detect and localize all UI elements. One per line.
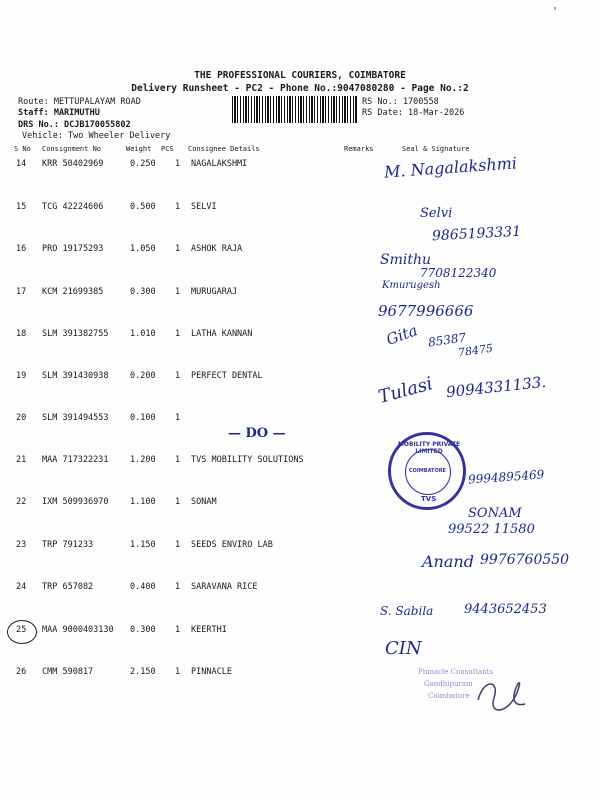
row-consignee: TVS MOBILITY SOLUTIONS [191, 455, 304, 465]
row-pcs: 1 [175, 582, 181, 592]
row-pcs: 1 [175, 497, 181, 507]
row-weight: 0.400 [130, 582, 156, 592]
row-pcs: 1 [175, 455, 181, 465]
row-pcs: 1 [175, 625, 181, 635]
row-consignment: MAA 717322231 [42, 455, 109, 465]
row-sno: 24 [16, 582, 27, 592]
ditto-mark-row-20: — DO — [228, 426, 286, 441]
row-consignee: SONAM [191, 497, 217, 507]
stamp-bottom-text: TVS [421, 495, 437, 503]
signature-anand: Anand [422, 552, 474, 571]
row-consignee: PINNACLE [191, 667, 232, 677]
stamp-center-text: COIMBATORE [409, 468, 446, 474]
row-pcs: 1 [175, 287, 181, 297]
row-consignee: ASHOK RAJA [191, 244, 243, 254]
row-consignee: KEERTHI [191, 625, 227, 635]
row-consignment: TRP 791233 [42, 540, 94, 550]
row-pcs: 1 [175, 667, 181, 677]
mark-cin: CIN [385, 638, 422, 659]
row-consignee: PERFECT DENTAL [191, 371, 263, 381]
signature-gita: Gita [383, 321, 420, 349]
pinnacle-stamp-line2: Gandhipuram [424, 680, 473, 688]
phone-anand: 9976760550 [480, 552, 570, 568]
row-sno: 21 [16, 455, 27, 465]
row-weight: 1.200 [130, 455, 156, 465]
row-pcs: 1 [175, 371, 181, 381]
col-sno: S No [14, 145, 31, 153]
staff-label: Staff: MARIMUTHU [18, 108, 100, 118]
row-weight: 0.200 [130, 371, 156, 381]
signature-sonam: SONAM [468, 506, 522, 521]
signature-kmurugesh: Kmurugesh [382, 280, 441, 291]
drs-label: DRS No.: DCJB170055802 [18, 120, 131, 130]
col-remarks: Remarks [344, 145, 374, 153]
row-sno: 14 [16, 159, 27, 169]
col-weight: Weight [126, 145, 152, 153]
signature-nagalakshmi: M. Nagalakshmi [383, 153, 518, 182]
phone-sabila: 9443652453 [464, 602, 547, 617]
row-weight: 1.100 [130, 497, 156, 507]
row-weight: 0.300 [130, 625, 156, 635]
row-consignment: KRR 50402969 [42, 159, 104, 169]
row-pcs: 1 [175, 540, 181, 550]
pinnacle-stamp-line3: Coimbatore [428, 692, 470, 700]
row-pcs: 1 [175, 329, 181, 339]
row-consignee: MURUGARAJ [191, 287, 238, 297]
pinnacle-stamp-line1: Pinnacle Consultants [418, 668, 493, 676]
row-pcs: 1 [175, 244, 181, 254]
row-sno: 15 [16, 202, 27, 212]
row-consignment: MAA 9000403130 [42, 625, 114, 635]
row-sno: 20 [16, 413, 27, 423]
col-consignee: Consignee Details [188, 145, 260, 153]
phone-tvs: 9994895469 [467, 467, 545, 487]
row-consignee: LATHA KANNAN [191, 329, 253, 339]
row-sno: 17 [16, 287, 27, 297]
row-weight: 0.250 [130, 159, 156, 169]
rs-number: RS No.: 1700558 [362, 97, 439, 107]
row-consignment: PRO 19175293 [42, 244, 104, 254]
signature-sabila: S. Sabila [380, 604, 434, 618]
number-gita-1: 85387 [427, 330, 467, 350]
row-consignment: SLM 391430938 [42, 371, 109, 381]
row-pcs: 1 [175, 413, 181, 423]
runsheet-title: Delivery Runsheet - PC2 - Phone No.:9047080280 - Page No.:2 [131, 83, 469, 94]
col-pcs: PCS [161, 145, 174, 153]
corner-mark: ' [552, 6, 559, 17]
signature-tulasi: Tulasi [376, 373, 435, 408]
row-weight: 0.100 [130, 413, 156, 423]
row-weight: 1.150 [130, 540, 156, 550]
row-consignee: SARAVANA RICE [191, 582, 258, 592]
signature-selvi: Selvi [420, 206, 453, 221]
signature-smithu: Smithu [380, 252, 432, 268]
row-consignment: SLM 391382755 [42, 329, 109, 339]
row-sno: 19 [16, 371, 27, 381]
phone-kmurugesh: 9677996666 [378, 302, 474, 320]
row-pcs: 1 [175, 202, 181, 212]
row-sno: 26 [16, 667, 27, 677]
row-consignee: NAGALAKSHMI [191, 159, 248, 169]
row-sno: 23 [16, 540, 27, 550]
barcode [232, 96, 358, 123]
row-consignment: TCG 42224606 [42, 202, 104, 212]
row-weight: 0.300 [130, 287, 156, 297]
vehicle-label: Vehicle: Two Wheeler Delivery [22, 131, 171, 141]
col-seal: Seal & Signature [402, 145, 470, 153]
pinnacle-signature-scribble [470, 670, 530, 720]
row-weight: 1.010 [130, 329, 156, 339]
phone-tulasi: 9094331133. [445, 372, 547, 402]
row-weight: 1.050 [130, 244, 156, 254]
row-consignment: CMM 590817 [42, 667, 94, 677]
row-consignment: KCM 21699385 [42, 287, 104, 297]
row-consignment: TRP 657082 [42, 582, 94, 592]
rs-date: RS Date: 18-Mar-2026 [362, 108, 465, 118]
row-sno: 18 [16, 329, 27, 339]
row-consignment: IXM 509936970 [42, 497, 109, 507]
route-label: Route: METTUPALAYAM ROAD [18, 97, 141, 107]
row-25-circle-mark [7, 620, 37, 644]
row-sno: 25 [16, 625, 27, 635]
row-consignment: SLM 391494553 [42, 413, 109, 423]
company-title: THE PROFESSIONAL COURIERS, COIMBATORE [194, 70, 406, 81]
phone-sonam: 99522 11580 [448, 522, 535, 537]
stamp-top-text: MOBILITY PRIVATE LIMITED [397, 441, 461, 455]
row-sno: 16 [16, 244, 27, 254]
col-consignment: Consignment No [42, 145, 102, 153]
phone-selvi: 9865193331 [431, 223, 522, 245]
row-consignee: SELVI [191, 202, 217, 212]
phone-smithu: 7708122340 [420, 266, 497, 280]
row-weight: 0.500 [130, 202, 156, 212]
number-gita-2: 78475 [457, 341, 494, 360]
row-sno: 22 [16, 497, 27, 507]
company-seal-stamp [388, 432, 466, 510]
row-pcs: 1 [175, 159, 181, 169]
row-consignee: SEEDS ENVIRO LAB [191, 540, 273, 550]
row-weight: 2.150 [130, 667, 156, 677]
